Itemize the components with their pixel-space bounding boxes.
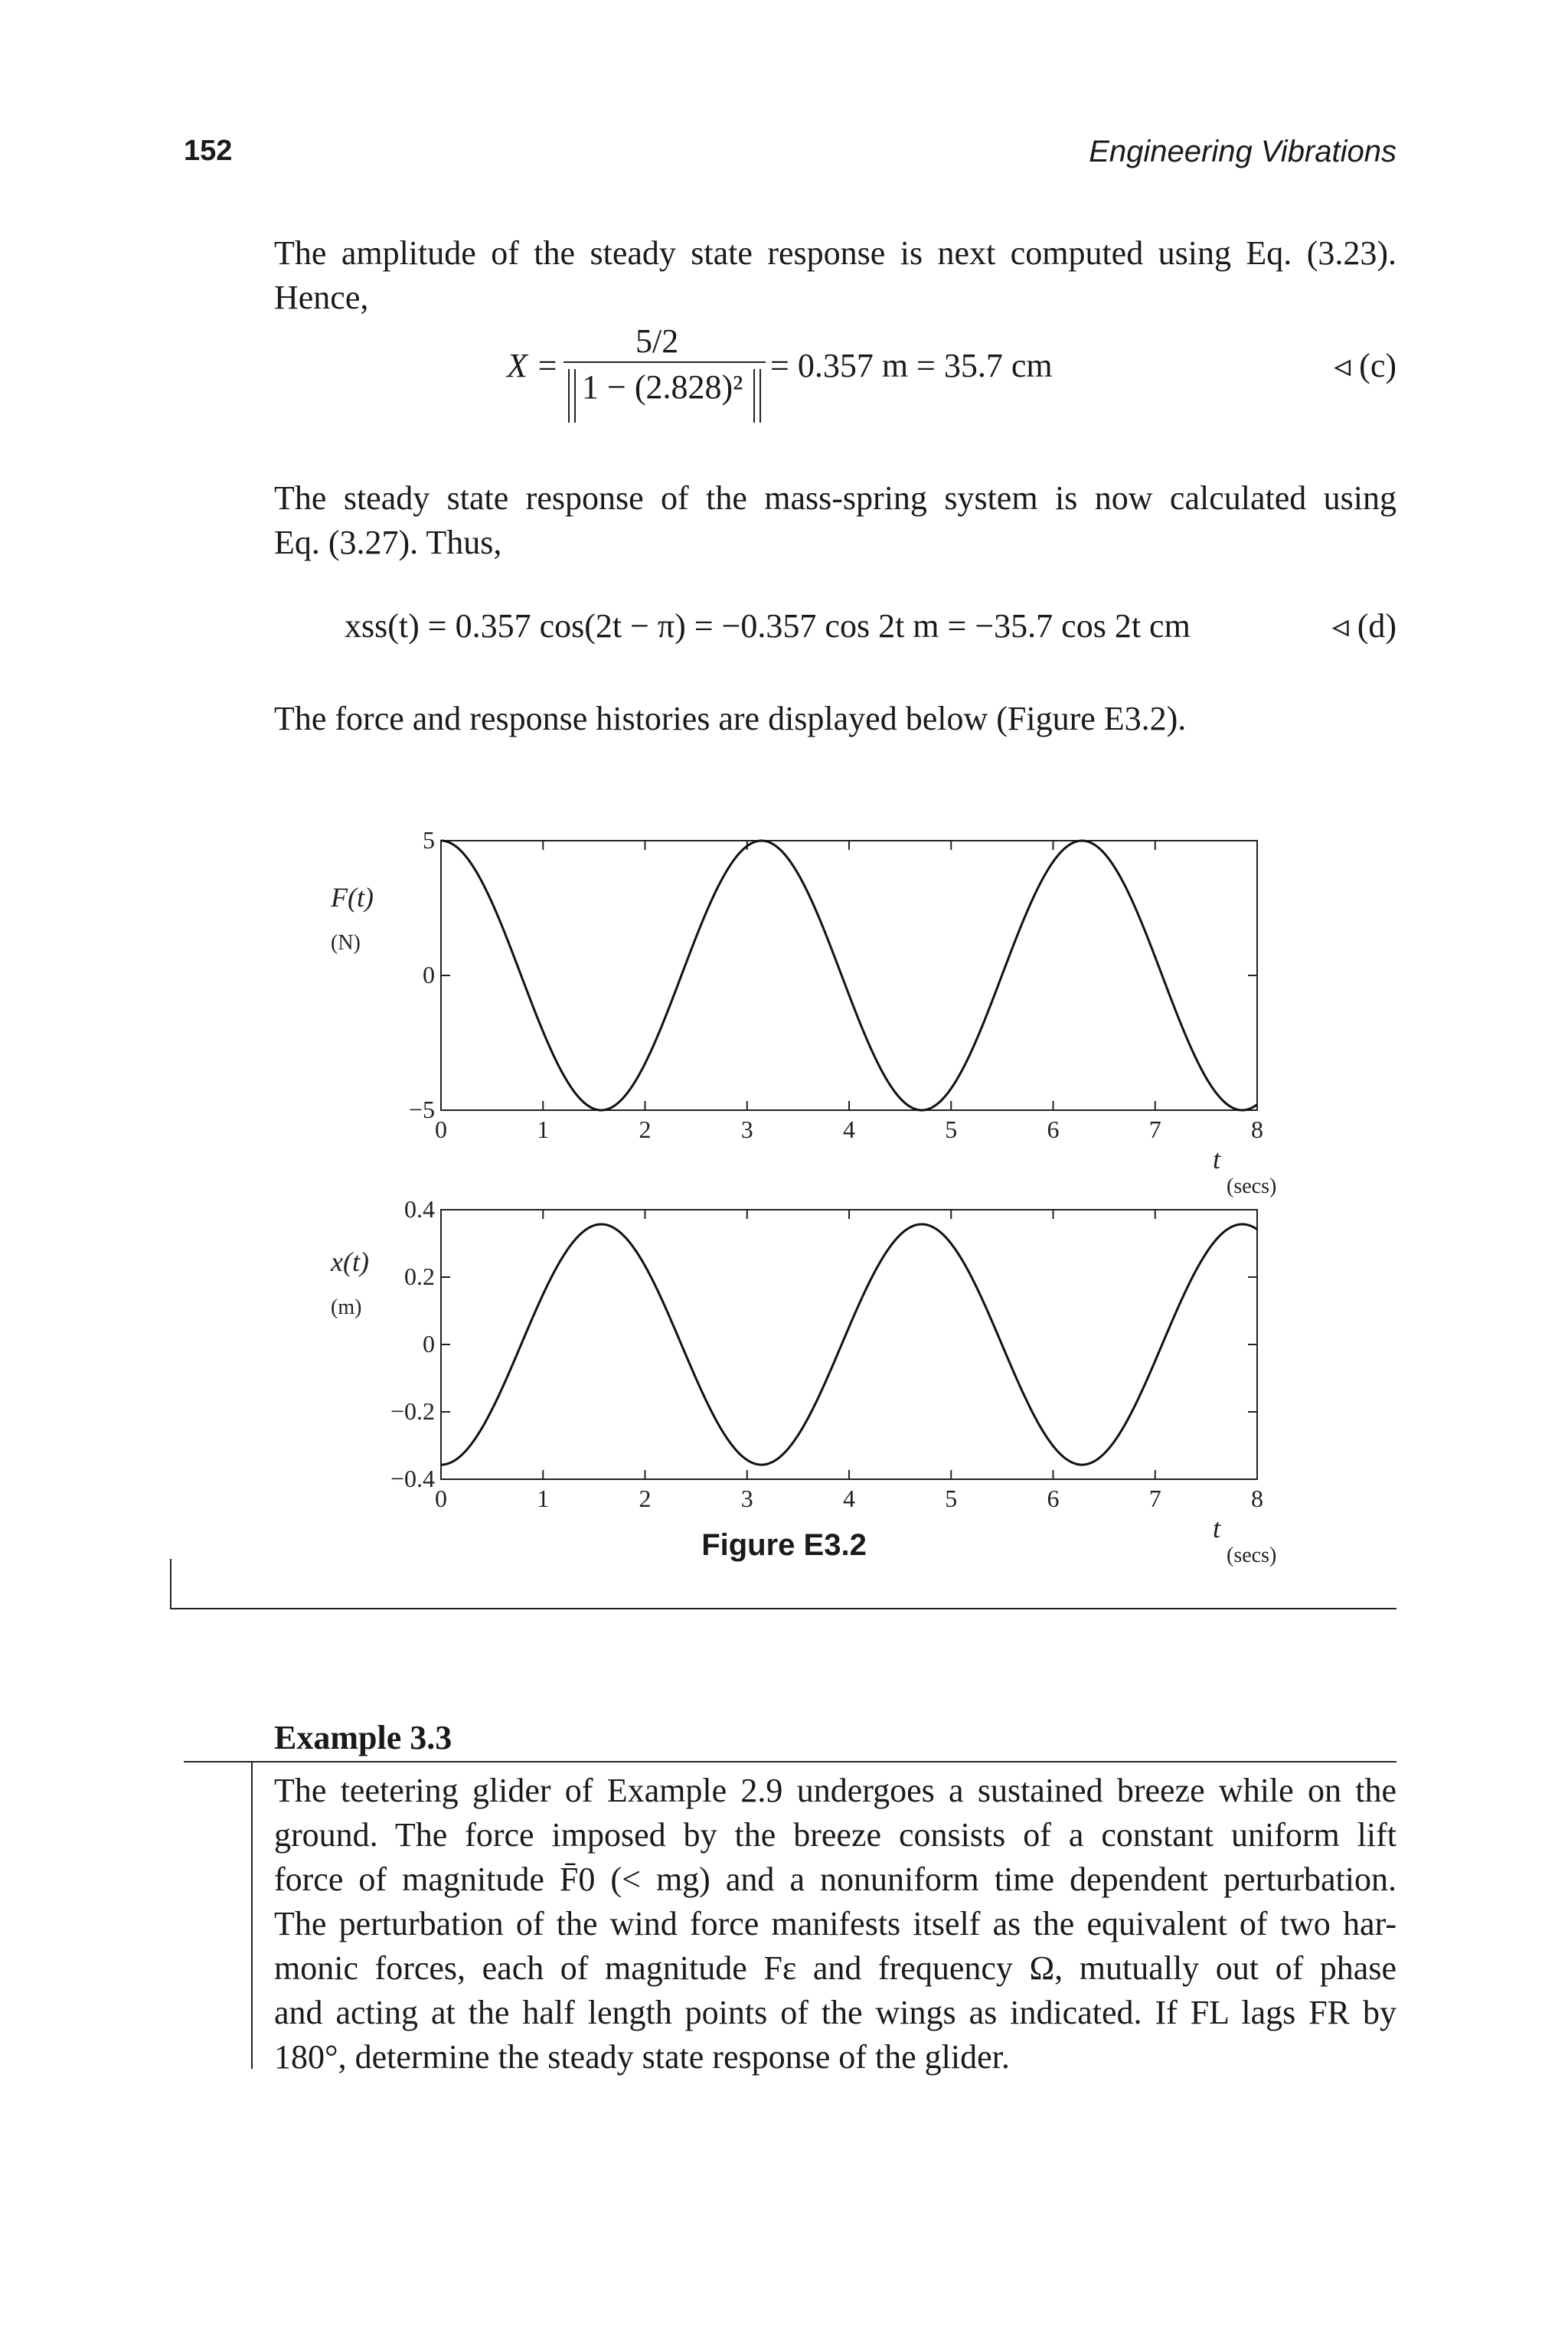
y-tick-label: 5 <box>423 826 435 854</box>
example-line: 180°, determine the steady state response of the glider. <box>274 2038 1010 2076</box>
equation-c-tag: ◃ (c) <box>1334 347 1396 384</box>
example-side-rule <box>251 1763 253 2069</box>
x-tick-label: 1 <box>537 1116 550 1143</box>
paragraph-line: Eq. (3.27). Thus, <box>274 524 502 561</box>
y-axis-label: x(t) <box>331 1246 369 1277</box>
y-tick-label: −5 <box>408 1096 435 1123</box>
example-line: The perturbation of the wind force manifests itself as the equivalent of two har- <box>274 1905 1396 1942</box>
x-tick-label: 8 <box>1251 1116 1263 1143</box>
force-history-plot <box>330 826 1276 1198</box>
series-line <box>441 1224 1257 1465</box>
series-line <box>441 841 1257 1110</box>
x-tick-label: 5 <box>945 1116 958 1143</box>
page-number: 152 <box>184 135 233 167</box>
paragraph-line: The steady state response of the mass-spring system is now calculated using <box>274 479 1396 517</box>
example-line: and acting at the half length points of the wings as indicated. If FL lags FR by <box>274 1994 1396 2031</box>
y-axis-label: F(t) <box>331 882 374 913</box>
x-tick-label: 2 <box>639 1116 652 1143</box>
example-line: force of magnitude F̄0 (< mg) and a nonuniform time dependent perturbation. <box>274 1861 1396 1898</box>
x-tick-label: 3 <box>740 1116 753 1143</box>
x-tick-label: 7 <box>1148 1485 1161 1512</box>
example-statement <box>274 1769 1396 2080</box>
equation-c-rhs: = 0.357 m = 35.7 cm <box>770 347 1053 384</box>
equation-c-lhs: X = <box>507 347 559 384</box>
x-axis-unit: (secs) <box>1227 1544 1277 1567</box>
x-tick-label: 0 <box>435 1116 447 1143</box>
x-axis-unit: (secs) <box>1227 1175 1277 1198</box>
y-axis-unit: (m) <box>331 1295 362 1319</box>
x-tick-label: 0 <box>435 1485 447 1512</box>
x-tick-label: 1 <box>537 1485 550 1512</box>
paragraph-line: Hence, <box>274 279 369 316</box>
example-title-rule <box>184 1761 1396 1763</box>
paragraph-figure-intro: The force and response histories are displayed below (Figure E3.2). <box>274 700 1187 737</box>
figure-caption: Figure E3.2 <box>701 1528 867 1562</box>
equation-d-tag: ◃ (d) <box>1331 607 1396 645</box>
example-title: Example 3.3 <box>274 1719 452 1756</box>
y-tick-label: 0.2 <box>404 1263 435 1290</box>
x-tick-label: 5 <box>945 1485 958 1512</box>
plot-frame <box>441 841 1257 1110</box>
x-tick-label: 8 <box>1251 1485 1263 1512</box>
example-line: ground. The force imposed by the breeze consists of a constant uniform lift <box>274 1816 1396 1854</box>
y-tick-label: 0.4 <box>404 1195 435 1223</box>
example-end-horizontal-rule <box>170 1608 1396 1609</box>
y-tick-label: −0.4 <box>390 1465 435 1492</box>
plot-frame <box>441 1210 1257 1479</box>
x-axis-label: t <box>1213 1513 1221 1544</box>
x-tick-label: 4 <box>843 1485 855 1512</box>
y-tick-label: 0 <box>423 1330 435 1357</box>
running-title: Engineering Vibrations <box>1089 135 1396 168</box>
x-tick-label: 4 <box>843 1116 855 1143</box>
y-tick-label: 0 <box>423 961 435 988</box>
response-history-plot <box>330 1195 1276 1567</box>
y-tick-label: −0.2 <box>390 1397 435 1425</box>
example-line: monic forces, each of magnitude Fε and frequency Ω, mutually out of phase <box>274 1949 1396 1987</box>
x-axis-label: t <box>1213 1144 1221 1175</box>
x-tick-label: 6 <box>1047 1116 1060 1143</box>
x-tick-label: 3 <box>740 1485 753 1512</box>
example-line: The teetering glider of Example 2.9 undergoes a sustained breeze while on the <box>274 1772 1396 1809</box>
y-axis-unit: (N) <box>331 931 361 955</box>
paragraph-line: The amplitude of the steady state response is next computed using Eq. (3.23). <box>274 234 1396 272</box>
x-tick-label: 7 <box>1148 1116 1161 1143</box>
equation-c-numerator: 5/2 <box>635 322 679 360</box>
example-end-vertical-rule <box>170 1559 172 1609</box>
x-tick-label: 2 <box>639 1485 652 1512</box>
equation-d: xss(t) = 0.357 cos(2t − π) = −0.357 cos 2t m = −35.7 cos 2t cm <box>345 607 1191 645</box>
x-tick-label: 6 <box>1047 1485 1060 1512</box>
equation-c-denominator: 1 − (2.828)² <box>582 368 743 406</box>
